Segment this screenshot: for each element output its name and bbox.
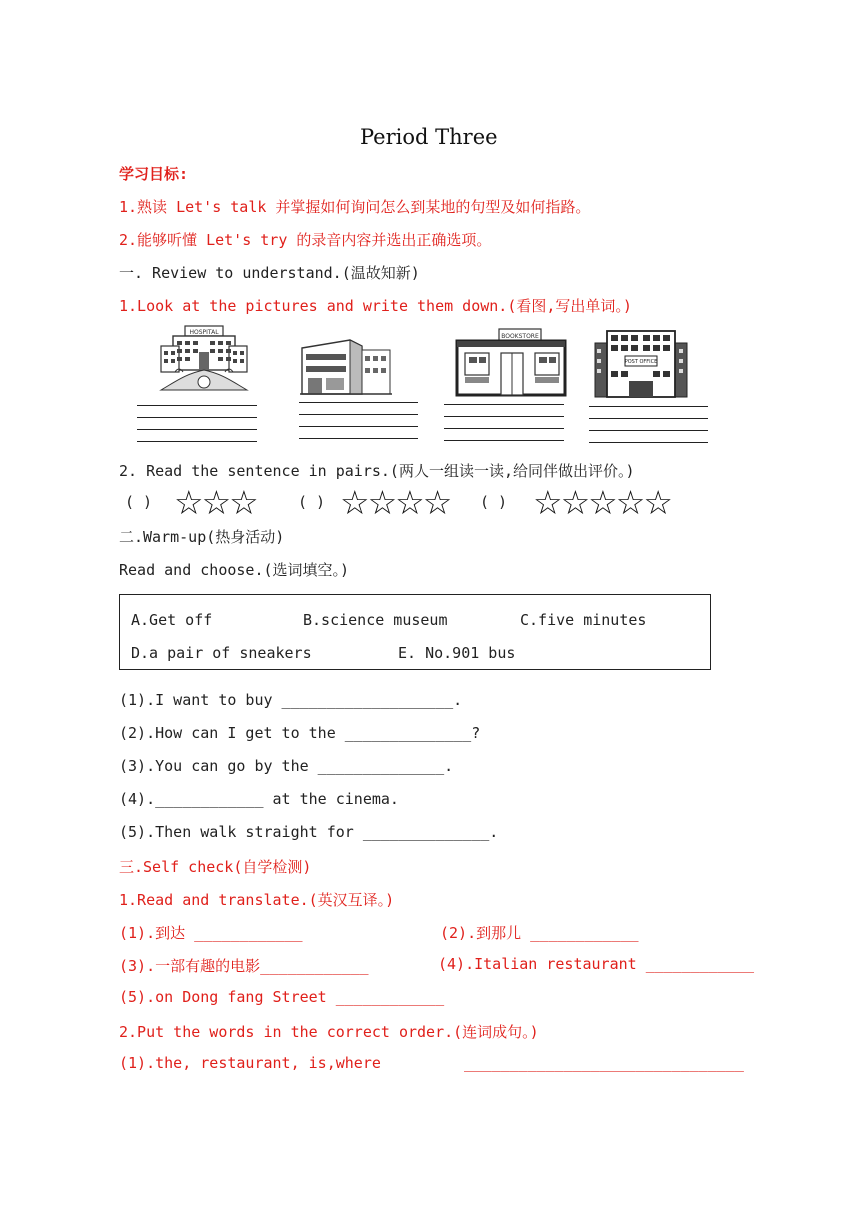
svg-text:POST OFFICE: POST OFFICE	[624, 359, 658, 365]
order-item-1-words: (1).the, restaurant, is,where	[119, 1054, 381, 1072]
svg-text:BOOKSTORE: BOOKSTORE	[501, 333, 539, 340]
answer-lines-2[interactable]	[299, 402, 418, 450]
option-a: A.Get off	[131, 611, 213, 629]
option-d: D.a pair of sneakers	[131, 644, 312, 662]
fill-question-1[interactable]: (1).I want to buy ___________________.	[119, 691, 463, 709]
section1-question2: 2. Read the sentence in pairs.(两人一组读一读,给同伴做出评价。)	[119, 462, 635, 480]
fill-question-4[interactable]: (4).____________ at the cinema.	[119, 790, 399, 808]
translate-item-5[interactable]: (5).on Dong fang Street ____________	[119, 988, 445, 1006]
section2-instruction: Read and choose.(选词填空。)	[119, 561, 350, 579]
section3-question1: 1.Read and translate.(英汉互译。)	[119, 891, 395, 909]
section1-question1: 1.Look at the pictures and write them down.(看图,写出单词。)	[119, 297, 632, 315]
translate-item-2[interactable]: (2).到那儿 ____________	[440, 924, 639, 942]
answer-lines-3[interactable]	[444, 404, 564, 452]
order-item-1-blank[interactable]: _______________________________	[464, 1054, 744, 1072]
option-b: B.science museum	[303, 611, 448, 629]
section3-heading: 三.Self check(自学检测)	[119, 858, 312, 876]
fill-question-2[interactable]: (2).How can I get to the ______________?	[119, 724, 481, 742]
rating-bracket-1[interactable]: ( )	[125, 493, 153, 511]
rating-bracket-3[interactable]: ( )	[480, 493, 508, 511]
objective-1: 1.熟读 Let's talk 并掌握如何询问怎么到某地的句型及如何指路。	[119, 198, 591, 216]
option-e: E. No.901 bus	[398, 644, 516, 662]
office-building-icon	[593, 329, 689, 399]
section1-heading: 一. Review to understand.(温故知新)	[119, 264, 420, 282]
hospital-building-icon	[155, 322, 250, 394]
answer-lines-4[interactable]	[589, 406, 708, 454]
star-rating-4[interactable]: ☆☆☆☆	[340, 483, 451, 522]
fill-question-5[interactable]: (5).Then walk straight for ______________.	[119, 823, 499, 841]
translate-item-4[interactable]: (4).Italian restaurant ____________	[438, 955, 755, 973]
objective-2: 2.能够听懂 Let's try 的录音内容并选出正确选项。	[119, 231, 492, 249]
rating-bracket-2[interactable]: ( )	[298, 493, 326, 511]
answer-lines-1[interactable]	[137, 405, 257, 453]
shop-building-icon	[455, 327, 567, 397]
translate-item-1[interactable]: (1).到达 ____________	[119, 924, 303, 942]
fill-question-3[interactable]: (3).You can go by the ______________.	[119, 757, 454, 775]
building-icon	[300, 336, 392, 396]
objectives-heading: 学习目标:	[119, 165, 189, 183]
translate-item-3[interactable]: (3).一部有趣的电影____________	[119, 957, 369, 975]
star-rating-5[interactable]: ☆☆☆☆☆	[533, 483, 671, 522]
star-rating-3[interactable]: ☆☆☆	[174, 483, 257, 522]
section2-heading: 二.Warm-up(热身活动)	[119, 528, 285, 546]
svg-text:HOSPITAL: HOSPITAL	[189, 329, 219, 336]
page-title: Period Three	[360, 125, 498, 149]
option-c: C.five minutes	[520, 611, 647, 629]
section3-question2: 2.Put the words in the correct order.(连词成句。)	[119, 1023, 539, 1041]
